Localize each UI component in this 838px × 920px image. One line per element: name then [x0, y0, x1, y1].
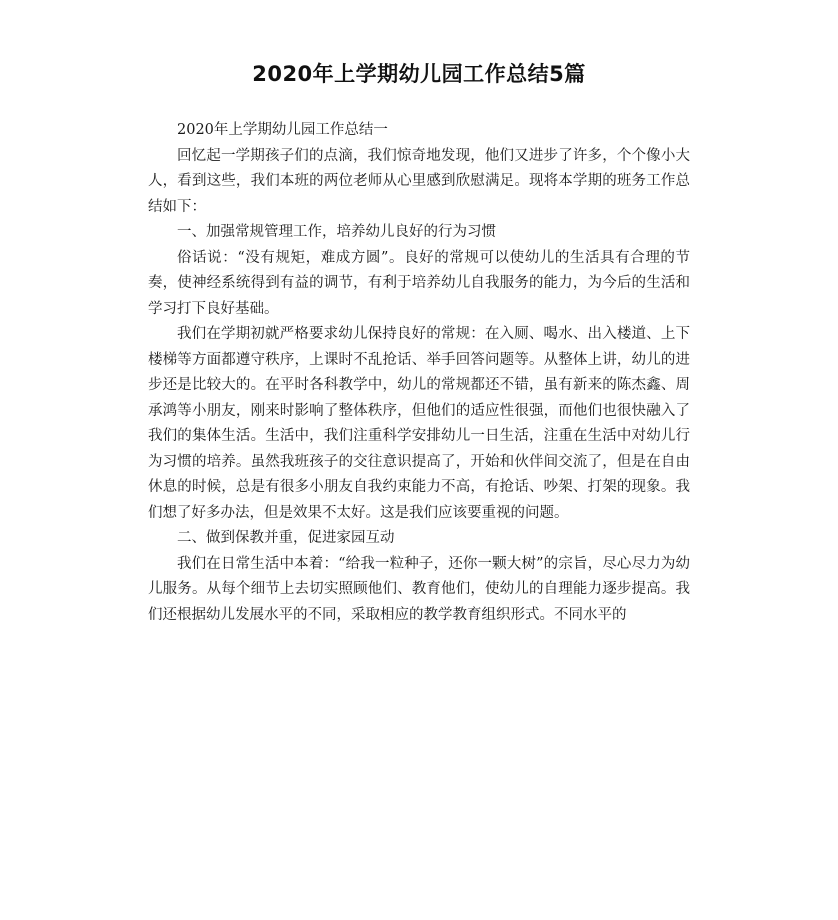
section-heading-2: 二、做到保教并重，促进家园互动: [177, 530, 395, 546]
paragraph-care-education: 我们在日常生活中本着：“给我一粒种子，还你一颗大树”的宗旨，尽心尽力为幼儿服务。从每个细节上去切实照顾他们、教育他们，使幼儿的自理能力逐步提高。我们还根据幼儿发展水平的不同，采取相应的教学教育组织形式。不同水平的: [148, 555, 690, 623]
document-body: [148, 118, 690, 628]
paragraph-intro: 回忆起一学期孩子们的点滴，我们惊奇地发现，他们又进步了许多，个个像小大人，看到这些，我们本班的两位老师从心里感到欣慰满足。现将本学期的班务工作总结如下：: [148, 147, 690, 215]
paragraph-semester-rules: 我们在学期初就严格要求幼儿保持良好的常规：在入厕、喝水、出入楼道、上下楼梯等方面都遵守秩序，上课时不乱抢话、举手回答问题等。从整体上讲，幼儿的进步还是比较大的。在平时各科教学中，幼儿的常规都还不错，虽有新来的陈杰鑫、周承鸿等小朋友，刚来时影响了整体秩序，但他们的适应性很强，而他们也很快融入了我们的集体生活。生活中，我们注重科学安排幼儿一日生活，注重在生活中对幼儿行为习惯的培养。虽然我班孩子的交往意识提高了，开始和伙伴间交流了，但是在自由休息的时候，总是有很多小朋友自我约束能力不高，有抢话、吵架、打架的现象。我们想了好多办法，但是效果不太好。这是我们应该要重视的问题。: [148, 326, 690, 521]
paragraph-subtitle: 2020年上学期幼儿园工作总结一: [177, 122, 388, 138]
section-heading-1: 一、加强常规管理工作，培养幼儿良好的行为习惯: [177, 224, 496, 240]
document-title: 2020年上学期幼儿园工作总结5篇: [252, 62, 586, 86]
paragraph-routine: 俗话说：“没有规矩，难成方圆”。良好的常规可以使幼儿的生活具有合理的节奏，使神经系统得到有益的调节，有利于培养幼儿自我服务的能力，为今后的生活和学习打下良好基础。: [148, 249, 690, 317]
